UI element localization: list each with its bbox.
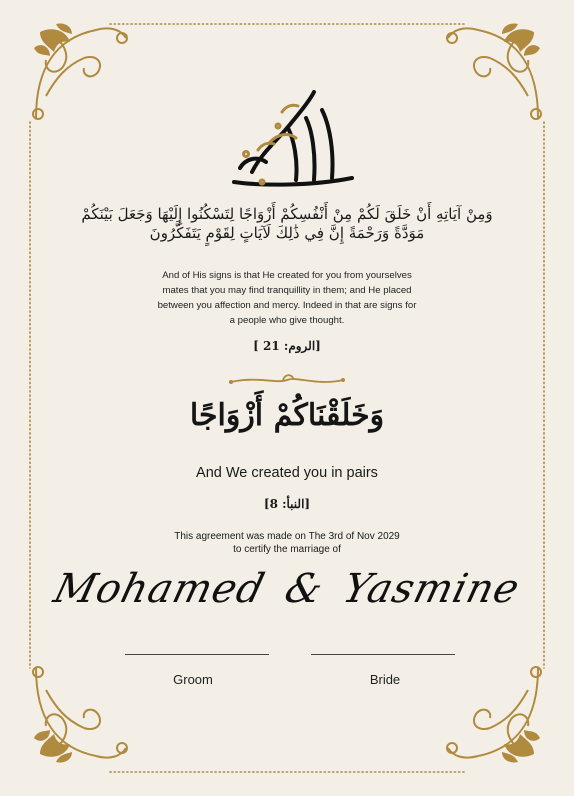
ayah-english-line: a people who give thought. xyxy=(229,315,345,326)
ayah-english-line: mates that you may find tranquillity in them; and He placed xyxy=(162,285,412,296)
verse2-english-text: And We created you in pairs xyxy=(196,465,378,481)
ayah-english-translation xyxy=(120,268,454,328)
groom-label: Groom xyxy=(173,672,213,687)
couple-names xyxy=(0,566,574,636)
agreement-line-2: to certify the marriage of xyxy=(233,544,341,555)
bride-name: Yasmine xyxy=(338,566,525,612)
groom-name: Mohamed xyxy=(49,566,270,612)
ayah-arabic-text: وَمِنْ آيَاتِهِ أَنْ خَلَقَ لَكُمْ مِنْ أَنْفُسِكُمْ أَزْوَاجًا لِتَسْكُنُوا إِلَيْهَا وَجَعَلَ بَيْنَكُمْ مَوَدَّةً وَرَحْمَةً إِنَّ فِي ذَٰلِكَ لَآيَاتٍ لِقَوْمٍ يَتَفَكَّرُونَ xyxy=(81,205,493,242)
ornamental-divider-icon xyxy=(227,372,347,392)
agreement-line-1: This agreement was made on The 3rd of Nov 2029 xyxy=(174,531,400,542)
bride-signature-line xyxy=(311,654,455,655)
corner-ornament-top-right xyxy=(438,18,548,128)
groom-signature-line xyxy=(125,654,269,655)
corner-ornament-bottom-left xyxy=(26,658,136,768)
bride-label: Bride xyxy=(369,672,401,687)
verse2-reference: [النبأ: 8] xyxy=(263,497,311,511)
ampersand: & xyxy=(279,566,329,612)
ayah-english-line: between you affection and mercy. Indeed in that are signs for xyxy=(157,300,417,311)
ayah-english-line: And of His signs is that He created for you from yourselves xyxy=(162,270,412,281)
verse2-arabic-text: وَخَلَقْنَاكُمْ أَزْوَاجًا xyxy=(189,398,385,433)
corner-ornament-top-left xyxy=(26,18,136,128)
agreement-text xyxy=(0,530,574,556)
ayah-reference: [الروم: 21 ] xyxy=(253,339,321,353)
basmala-calligraphy-icon xyxy=(222,82,362,194)
